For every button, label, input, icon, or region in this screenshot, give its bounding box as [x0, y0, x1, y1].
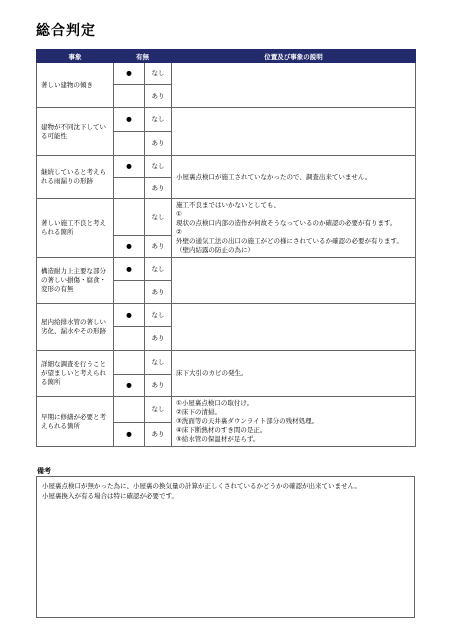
- selection-mark: ●: [114, 156, 145, 178]
- option-label: なし: [145, 108, 172, 132]
- description-cell: [172, 108, 416, 156]
- option-label: あり: [145, 281, 172, 304]
- description-line: ②床下の清掃。: [176, 408, 221, 416]
- selection-mark: [114, 199, 145, 236]
- selection-mark: [114, 132, 145, 156]
- option-label: あり: [145, 178, 172, 199]
- selection-mark: ●: [114, 423, 145, 447]
- description-line: 小屋裏点検口が施工されていなかったので、調査出来ていません。: [176, 172, 372, 181]
- selection-mark: [114, 85, 145, 108]
- table-row: [37, 108, 416, 132]
- description-line: ③洗面等の天井裏ダウンライト部分の残材処理。: [176, 417, 319, 425]
- description-line: 現状の点検口内部の造作が何故そうなっているのか確認の必要が有ります。: [176, 219, 397, 227]
- option-label: なし: [145, 351, 172, 375]
- selection-mark: [114, 397, 145, 423]
- table-row: [37, 156, 416, 178]
- table-row: [37, 258, 416, 281]
- description-line: ④床下断熱材のすき間の是正。: [176, 426, 267, 434]
- table-row: [37, 397, 416, 423]
- description-line: ②: [176, 228, 182, 236]
- table-body: [37, 63, 416, 447]
- description-cell: [172, 397, 416, 447]
- selection-mark: ●: [114, 236, 145, 258]
- option-label: なし: [145, 304, 172, 327]
- option-label: なし: [145, 63, 172, 85]
- selection-mark: ●: [114, 63, 145, 85]
- item-label: 早期に修繕が必要と考えられる箇所: [37, 397, 114, 447]
- option-label: なし: [145, 258, 172, 281]
- description-cell: [172, 63, 416, 108]
- option-label: なし: [145, 397, 172, 423]
- description-cell: [172, 156, 416, 199]
- selection-mark: [114, 327, 145, 351]
- option-label: あり: [145, 236, 172, 258]
- description-cell: [172, 199, 416, 258]
- selection-mark: ●: [114, 258, 145, 281]
- remarks-box: [36, 476, 415, 618]
- item-label: 詳細な調査を行うことが望ましいと考えられる箇所: [37, 351, 114, 397]
- item-label: 建物が不同沈下している可能性: [37, 108, 114, 156]
- description-line: 施工不良まではいかないとしても、: [176, 201, 280, 209]
- item-label: 構造耐力上主要な部分の著しい損傷・腐食・変形の有無: [37, 258, 114, 304]
- item-label: 継続していると考えられる雨漏りの形跡: [37, 156, 114, 199]
- option-label: なし: [145, 199, 172, 236]
- description-line: 外壁の通気工法の出口の施工がどの様にされているか確認の必要が有ります。（壁内結露の防止の為に）: [176, 237, 403, 254]
- table-row: [37, 304, 416, 327]
- option-label: あり: [145, 423, 172, 447]
- table-header-row: [37, 50, 416, 63]
- page-title: 総合判定: [36, 23, 96, 39]
- header-presence: 有無: [114, 50, 172, 63]
- header-description: 位置及び事象の説明: [172, 50, 416, 63]
- description-cell: [172, 351, 416, 397]
- option-label: あり: [145, 85, 172, 108]
- table-row: [37, 351, 416, 375]
- table-row: [37, 199, 416, 236]
- selection-mark: ●: [114, 108, 145, 132]
- remarks-line: 小屋裏点検口が無かった為に、小屋裏の換気量の計算が正しくされているかどうかの確認が出来ていません。: [42, 482, 361, 490]
- description-line: ⑤給水管の保温材が足らず。: [176, 435, 260, 443]
- selection-mark: ●: [114, 375, 145, 397]
- option-label: あり: [145, 132, 172, 156]
- selection-mark: ●: [114, 304, 145, 327]
- item-label: 屋内給排水管の著しい劣化、漏水やその形跡: [37, 304, 114, 351]
- description-line: ①小屋裏点検口の取付け。: [176, 399, 254, 407]
- selection-mark: [114, 178, 145, 199]
- description-line: 床下大引のカビの発生。: [176, 369, 248, 377]
- option-label: あり: [145, 327, 172, 351]
- description-line: ①: [176, 210, 182, 218]
- assessment-table: [36, 49, 416, 447]
- item-label: 著しい建物の傾き: [37, 63, 114, 108]
- option-label: あり: [145, 375, 172, 397]
- selection-mark: [114, 351, 145, 375]
- description-cell: [172, 304, 416, 351]
- table-row: [37, 63, 416, 85]
- remarks-line: 小屋裏換入が有る場合は特に確認が必要です。: [42, 492, 178, 500]
- remarks-title: 備考: [37, 467, 51, 475]
- selection-mark: [114, 281, 145, 304]
- description-cell: [172, 258, 416, 304]
- item-label: 著しい施工不良と考えられる箇所: [37, 199, 114, 258]
- header-item: 事象: [37, 50, 114, 63]
- option-label: なし: [145, 156, 172, 178]
